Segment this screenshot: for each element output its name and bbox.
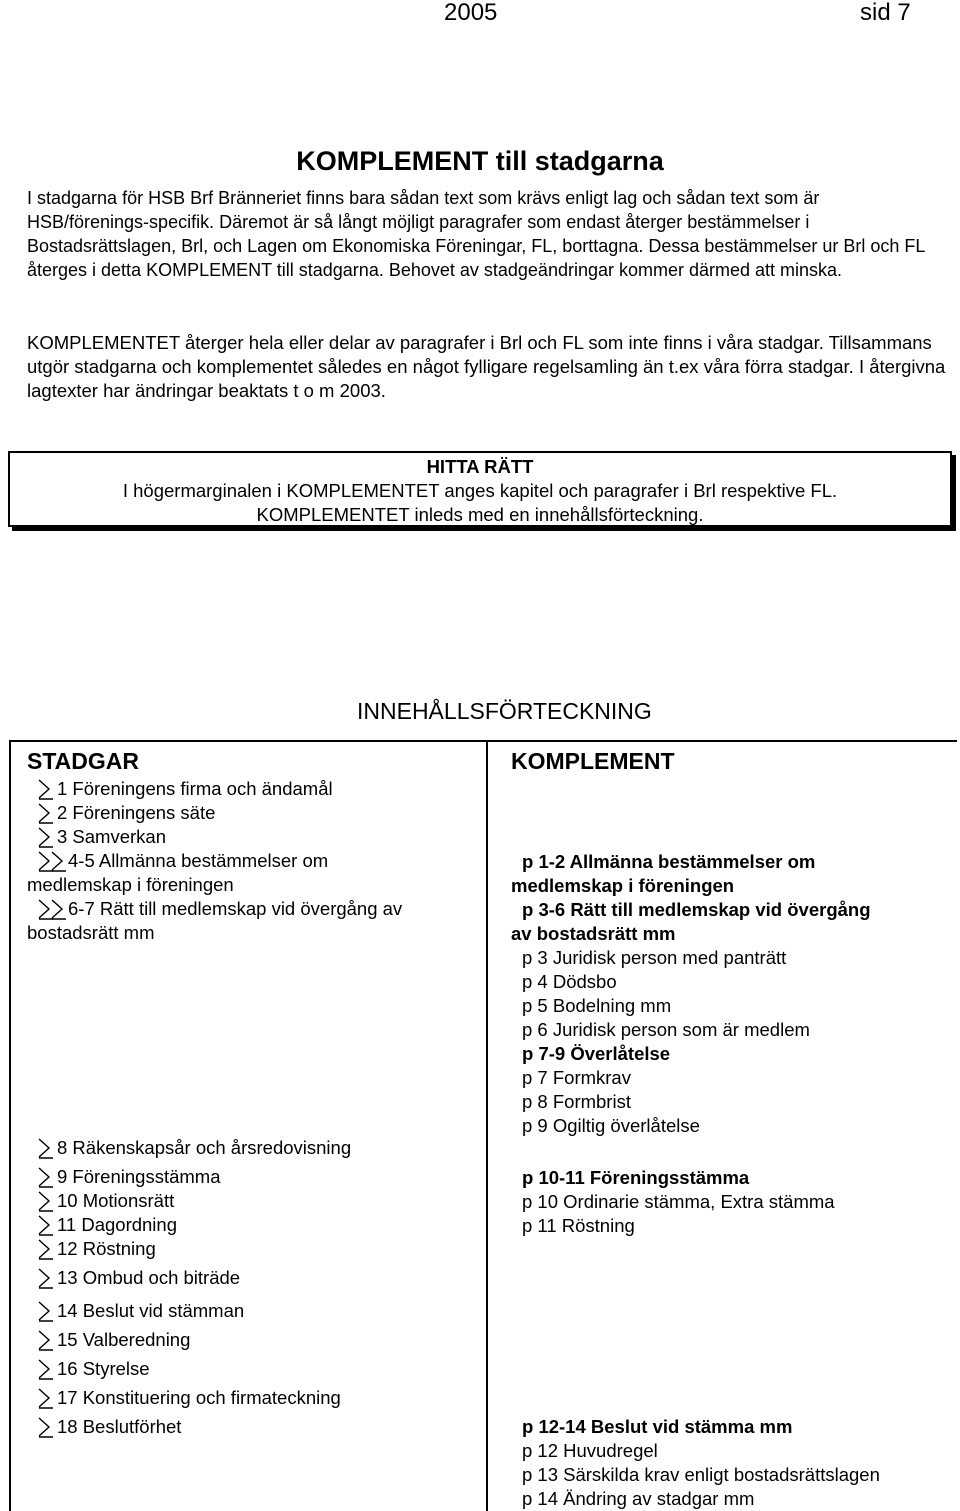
section-sign-icon <box>37 1238 55 1260</box>
section-sign-icon <box>37 1329 55 1351</box>
stadgar-item-continued: medlemskap i föreningen <box>27 874 234 895</box>
section-sign-icon <box>37 826 55 848</box>
toc-title: INNEHÅLLSFÖRTECKNING <box>357 698 652 724</box>
stadgar-item: 4-5 Allmänna bestämmelser om <box>68 850 329 871</box>
komplement-item: p 6 Juridisk person som är medlem <box>522 1019 810 1040</box>
stadgar-item: 1 Föreningens firma och ändamål <box>57 778 333 799</box>
section-sign-icon <box>50 898 68 920</box>
page-title: KOMPLEMENT till stadgarna <box>296 146 664 176</box>
section-sign-icon <box>37 1300 55 1322</box>
box-line-2: KOMPLEMENTET inleds med en innehållsförteckning. <box>256 504 704 525</box>
table-left-border <box>9 740 11 1511</box>
komplement-item: p 8 Formbrist <box>522 1091 631 1112</box>
section-sign-icon <box>37 778 55 800</box>
header-year: 2005 <box>444 0 498 26</box>
komplement-section-continued: medlemskap i föreningen <box>511 875 735 896</box>
komplement-item: p 10 Ordinarie stämma, Extra stämma <box>522 1191 835 1212</box>
stadgar-item: 9 Föreningsstämma <box>57 1166 221 1187</box>
section-sign-icon <box>37 1267 55 1289</box>
box-heading: HITTA RÄTT <box>426 456 534 477</box>
stadgar-item: 3 Samverkan <box>57 826 166 847</box>
stadgar-heading: STADGAR <box>27 748 140 774</box>
komplement-item: p 14 Ändring av stadgar mm <box>522 1488 755 1509</box>
komplement-item: p 5 Bodelning mm <box>522 995 672 1016</box>
stadgar-item: 2 Föreningens säte <box>57 802 216 823</box>
komplement-item: p 4 Dödsbo <box>522 971 617 992</box>
komplement-section-continued: av bostadsrätt mm <box>511 923 676 944</box>
komplement-item: p 3 Juridisk person med panträtt <box>522 947 787 968</box>
intro-paragraph-1: I stadgarna för HSB Brf Bränneriet finns bara sådan text som krävs enligt lag och sådan text som är HSB/förenings-specifik. Däremot är så långt möjligt paragrafer som endast återger bestämmelser i Bostadsrättslagen, Brl, och Lagen om Ekonomiska Föreningar, FL, borttagna. Dessa bestämmelser ur Brl och FL återges i detta KOMPLEMENT till stadgarna. Behovet av stadgeändringar kommer därmed att minska. <box>27 188 925 280</box>
stadgar-item: 15 Valberedning <box>57 1329 191 1350</box>
stadgar-item-continued: bostadsrätt mm <box>27 922 155 943</box>
section-sign-icon <box>37 1416 55 1438</box>
intro-paragraph-2: KOMPLEMENTET återger hela eller delar av paragrafer i Brl och FL som inte finns i våra stadgar. Tillsammans utgör stadgarna och komplementet således en något fylligare regelsamling än t.ex våra förra stadgar. I återgivna lagtexter har ändringar beaktats t o m 2003. <box>27 332 946 401</box>
hitta-ratt-box <box>8 451 952 527</box>
section-sign-icon <box>37 1166 55 1188</box>
stadgar-item: 14 Beslut vid stämman <box>57 1300 245 1321</box>
komplement-item: p 9 Ogiltig överlåtelse <box>522 1115 700 1136</box>
komplement-section: p 1-2 Allmänna bestämmelser om <box>522 851 816 872</box>
section-sign-icon <box>37 1137 55 1159</box>
komplement-section: p 3-6 Rätt till medlemskap vid övergång <box>522 899 871 920</box>
stadgar-item: 13 Ombud och biträde <box>57 1267 241 1288</box>
komplement-section: p 10-11 Föreningsstämma <box>522 1167 750 1188</box>
komplement-item: p 7 Formkrav <box>522 1067 631 1088</box>
section-sign-icon <box>37 1387 55 1409</box>
komplement-item: p 12 Huvudregel <box>522 1440 658 1461</box>
stadgar-item: 16 Styrelse <box>57 1358 150 1379</box>
stadgar-item: 12 Röstning <box>57 1238 156 1259</box>
stadgar-item: 11 Dagordning <box>57 1214 177 1235</box>
section-sign-icon <box>37 1358 55 1380</box>
komplement-heading: KOMPLEMENT <box>511 748 675 774</box>
komplement-item: p 11 Röstning <box>522 1215 635 1236</box>
stadgar-item: 10 Motionsrätt <box>57 1190 175 1211</box>
table-top-border <box>9 740 957 742</box>
section-sign-icon <box>50 850 68 872</box>
header-page-number: sid 7 <box>860 0 911 26</box>
stadgar-item: 18 Beslutförhet <box>57 1416 182 1437</box>
stadgar-item: 6-7 Rätt till medlemskap vid övergång av <box>68 898 403 919</box>
komplement-section: p 12-14 Beslut vid stämma mm <box>522 1416 793 1437</box>
box-line-1: I högermarginalen i KOMPLEMENTET anges kapitel och paragrafer i Brl respektive FL. <box>122 480 838 501</box>
stadgar-item: 17 Konstituering och firmateckning <box>57 1387 341 1408</box>
section-sign-icon <box>37 802 55 824</box>
section-sign-icon <box>37 1190 55 1212</box>
stadgar-item: 8 Räkenskapsår och årsredovisning <box>57 1137 352 1158</box>
table-column-divider <box>486 740 488 1511</box>
komplement-item: p 13 Särskilda krav enligt bostadsrättslagen <box>522 1464 880 1485</box>
komplement-section: p 7-9 Överlåtelse <box>522 1043 671 1064</box>
section-sign-icon <box>37 1214 55 1236</box>
